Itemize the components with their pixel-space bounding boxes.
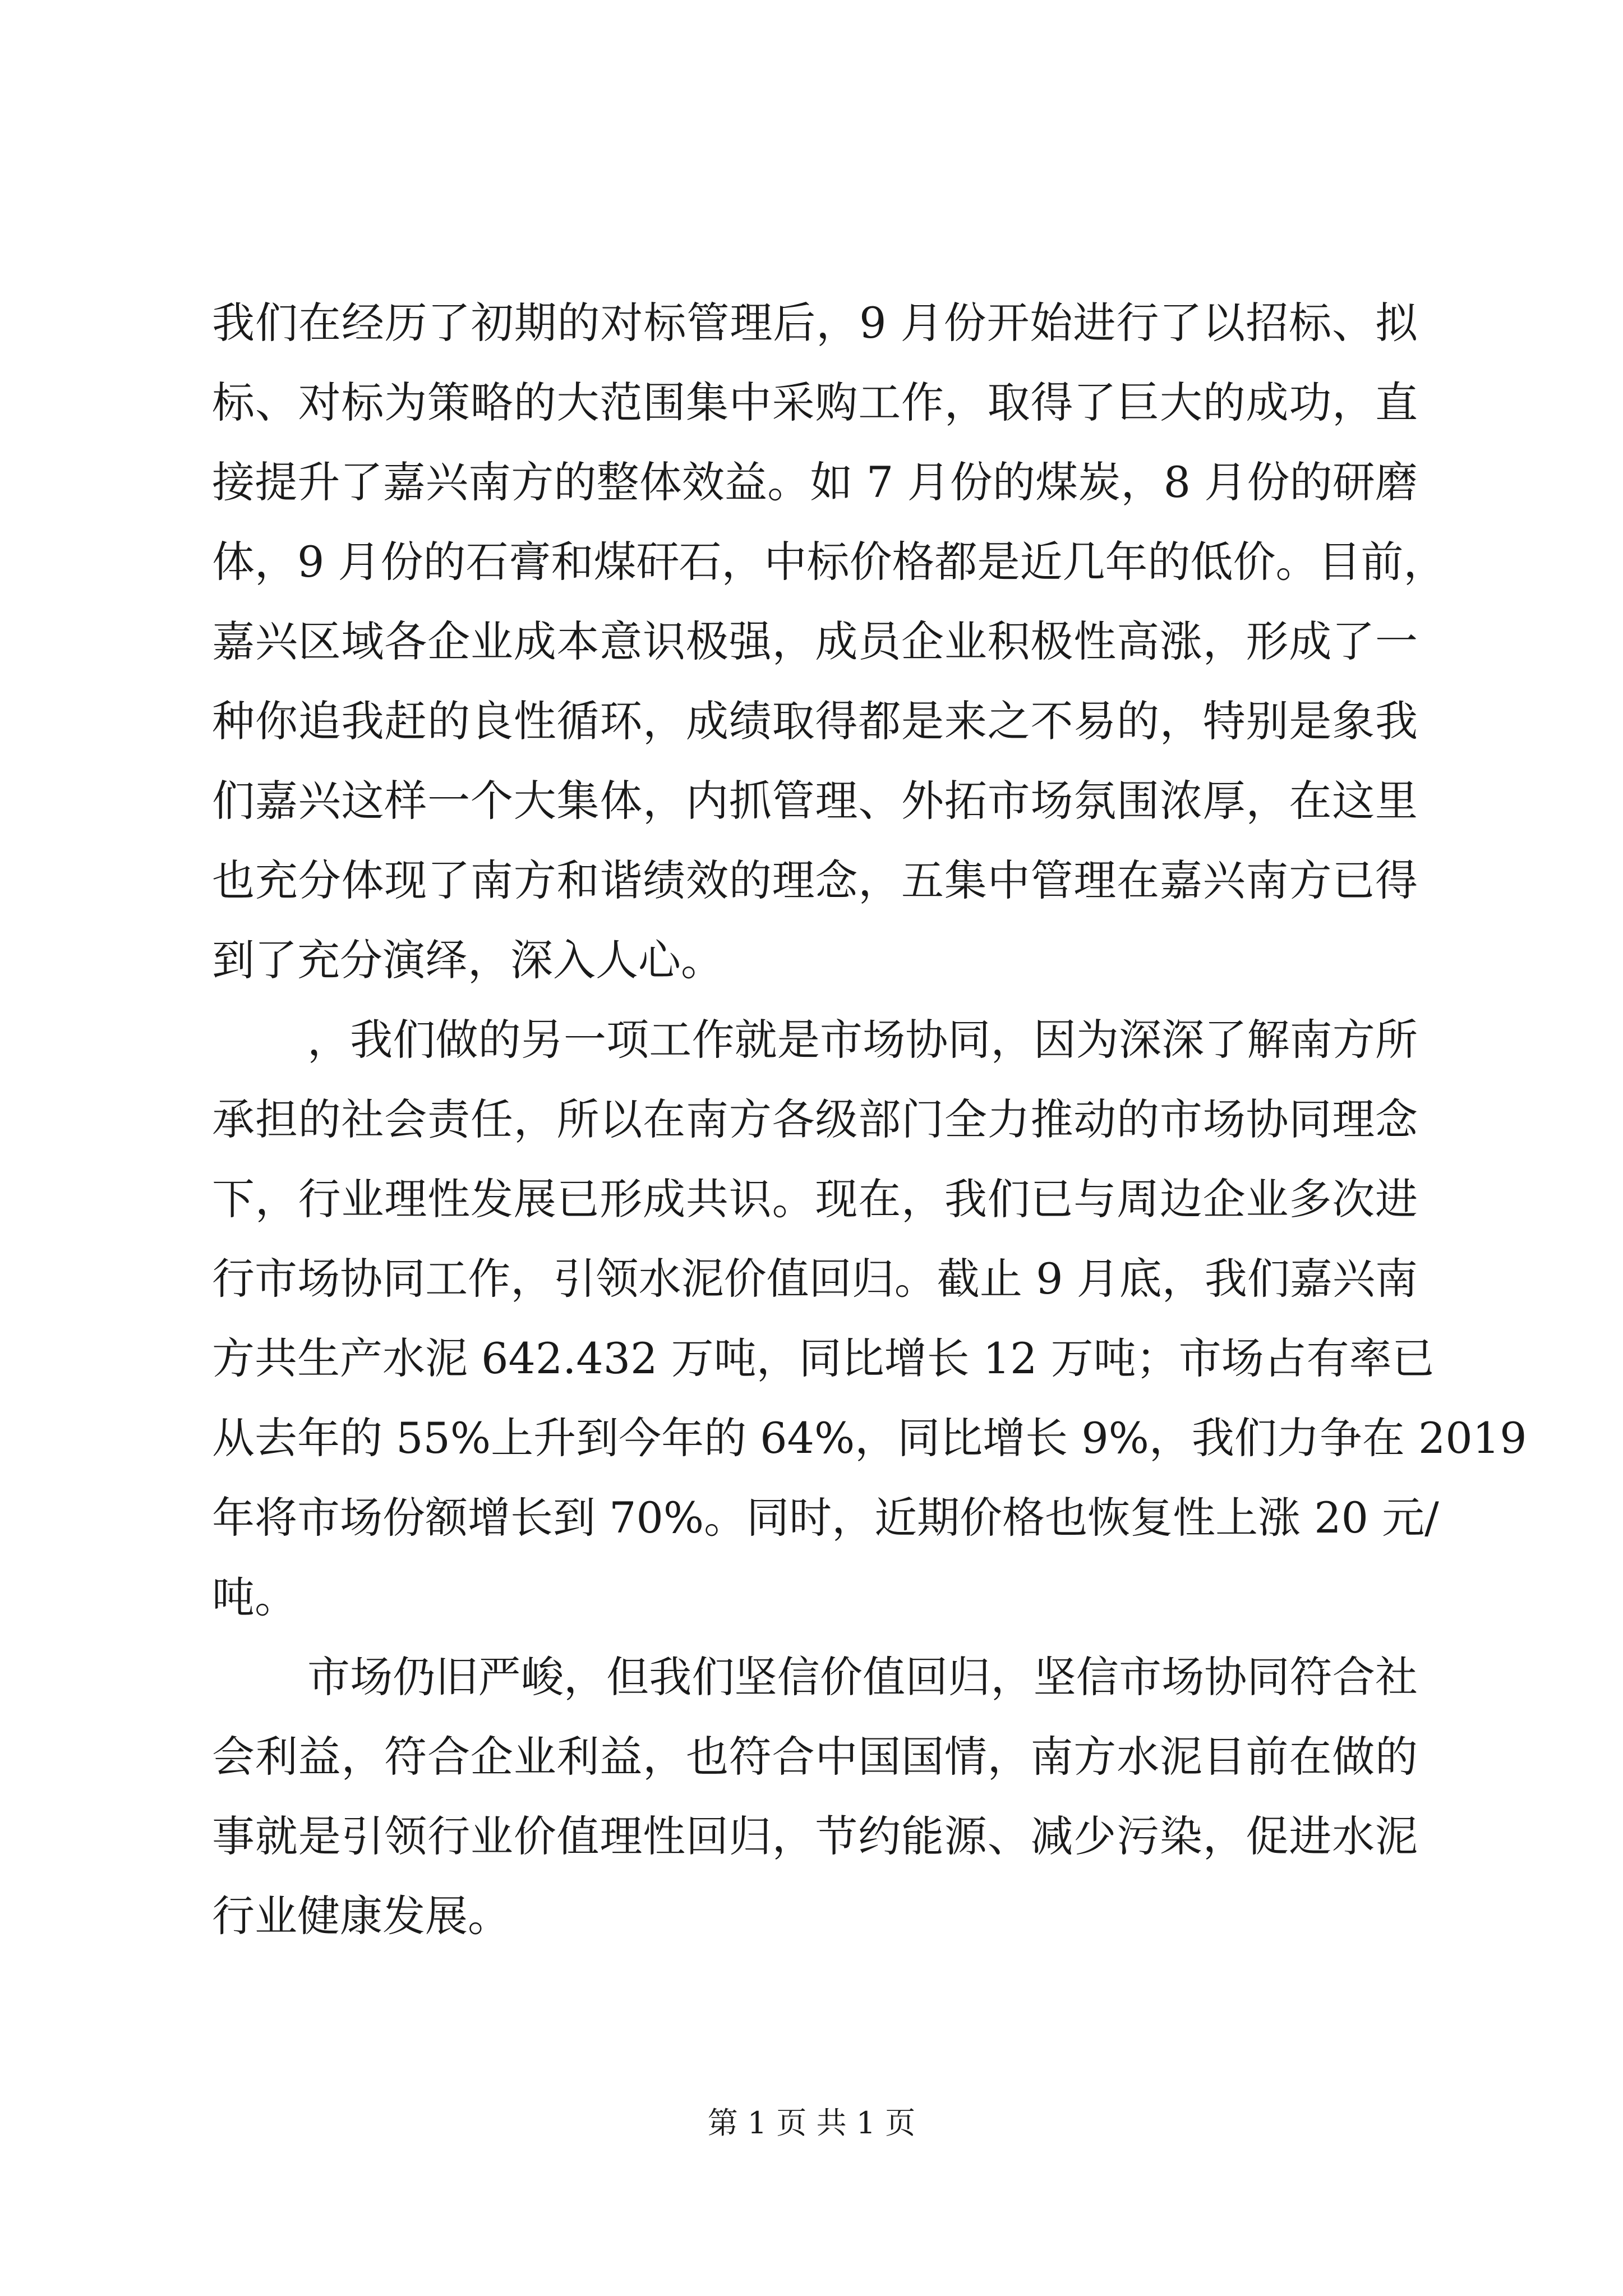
paragraph-3 xyxy=(212,1637,1418,1956)
text-line: 们嘉兴这样一个大集体，内抓管理、外拓市场氛围浓厚，在这里 xyxy=(212,776,1418,826)
text-line: 体，9 月份的石膏和煤矸石，中标价格都是近几年的低价。目前， xyxy=(212,537,1446,587)
text-line: 承担的社会责任，所以在南方各级部门全力推动的市场协同理念 xyxy=(212,1094,1418,1144)
text-line: 吨。 xyxy=(212,1572,297,1622)
page-footer xyxy=(0,2104,1623,2143)
text-line: 嘉兴区域各企业成本意识极强，成员企业积极性高涨，形成了一 xyxy=(212,616,1418,666)
paragraph-2 xyxy=(212,1000,1527,1637)
text-line: 方共生产水泥 642.432 万吨，同比增长 12 万吨；市场占有率已 xyxy=(212,1333,1435,1383)
text-line: 我们在经历了初期的对标管理后，9 月份开始进行了以招标、拟 xyxy=(212,298,1418,348)
text-line: 种你追我赶的良性循环，成绩取得都是来之不易的，特别是象我 xyxy=(212,696,1418,746)
text-line: 下，行业理性发展已形成共识。现在，我们已与周边企业多次进 xyxy=(212,1174,1418,1224)
text-line: 年将市场份额增长到 70%。同时，近期价格也恢复性上涨 20 元/ xyxy=(212,1493,1439,1543)
paragraph-1 xyxy=(212,283,1446,1000)
text-line: 接提升了嘉兴南方的整体效益。如 7 月份的煤炭，8 月份的研磨 xyxy=(212,457,1418,507)
text-line: 也充分体现了南方和谐绩效的理念，五集中管理在嘉兴南方已得 xyxy=(212,855,1418,905)
text-line: 标、对标为策略的大范围集中采购工作，取得了巨大的成功，直 xyxy=(212,378,1418,427)
document-body xyxy=(212,283,1527,1956)
text-line: 到了充分演绎，深入人心。 xyxy=(212,935,723,985)
page-number: 第 1 页 共 1 页 xyxy=(707,2105,916,2141)
text-line: 事就是引领行业价值理性回归，节约能源、减少污染，促进水泥 xyxy=(212,1811,1418,1861)
text-line: 会利益，符合企业利益，也符合中国国情，南方水泥目前在做的 xyxy=(212,1732,1418,1782)
text-line: 从去年的 55%上升到今年的 64%，同比增长 9%，我们力争在 2019 xyxy=(212,1413,1527,1463)
text-line: 行市场协同工作，引领水泥价值回归。截止 9 月底，我们嘉兴南 xyxy=(212,1254,1418,1304)
text-line: ，我们做的另一项工作就是市场协同，因为深深了解南方所 xyxy=(307,1015,1418,1065)
text-line: 行业健康发展。 xyxy=(212,1891,510,1941)
text-line: 市场仍旧严峻，但我们坚信价值回归，坚信市场协同符合社 xyxy=(307,1652,1418,1702)
